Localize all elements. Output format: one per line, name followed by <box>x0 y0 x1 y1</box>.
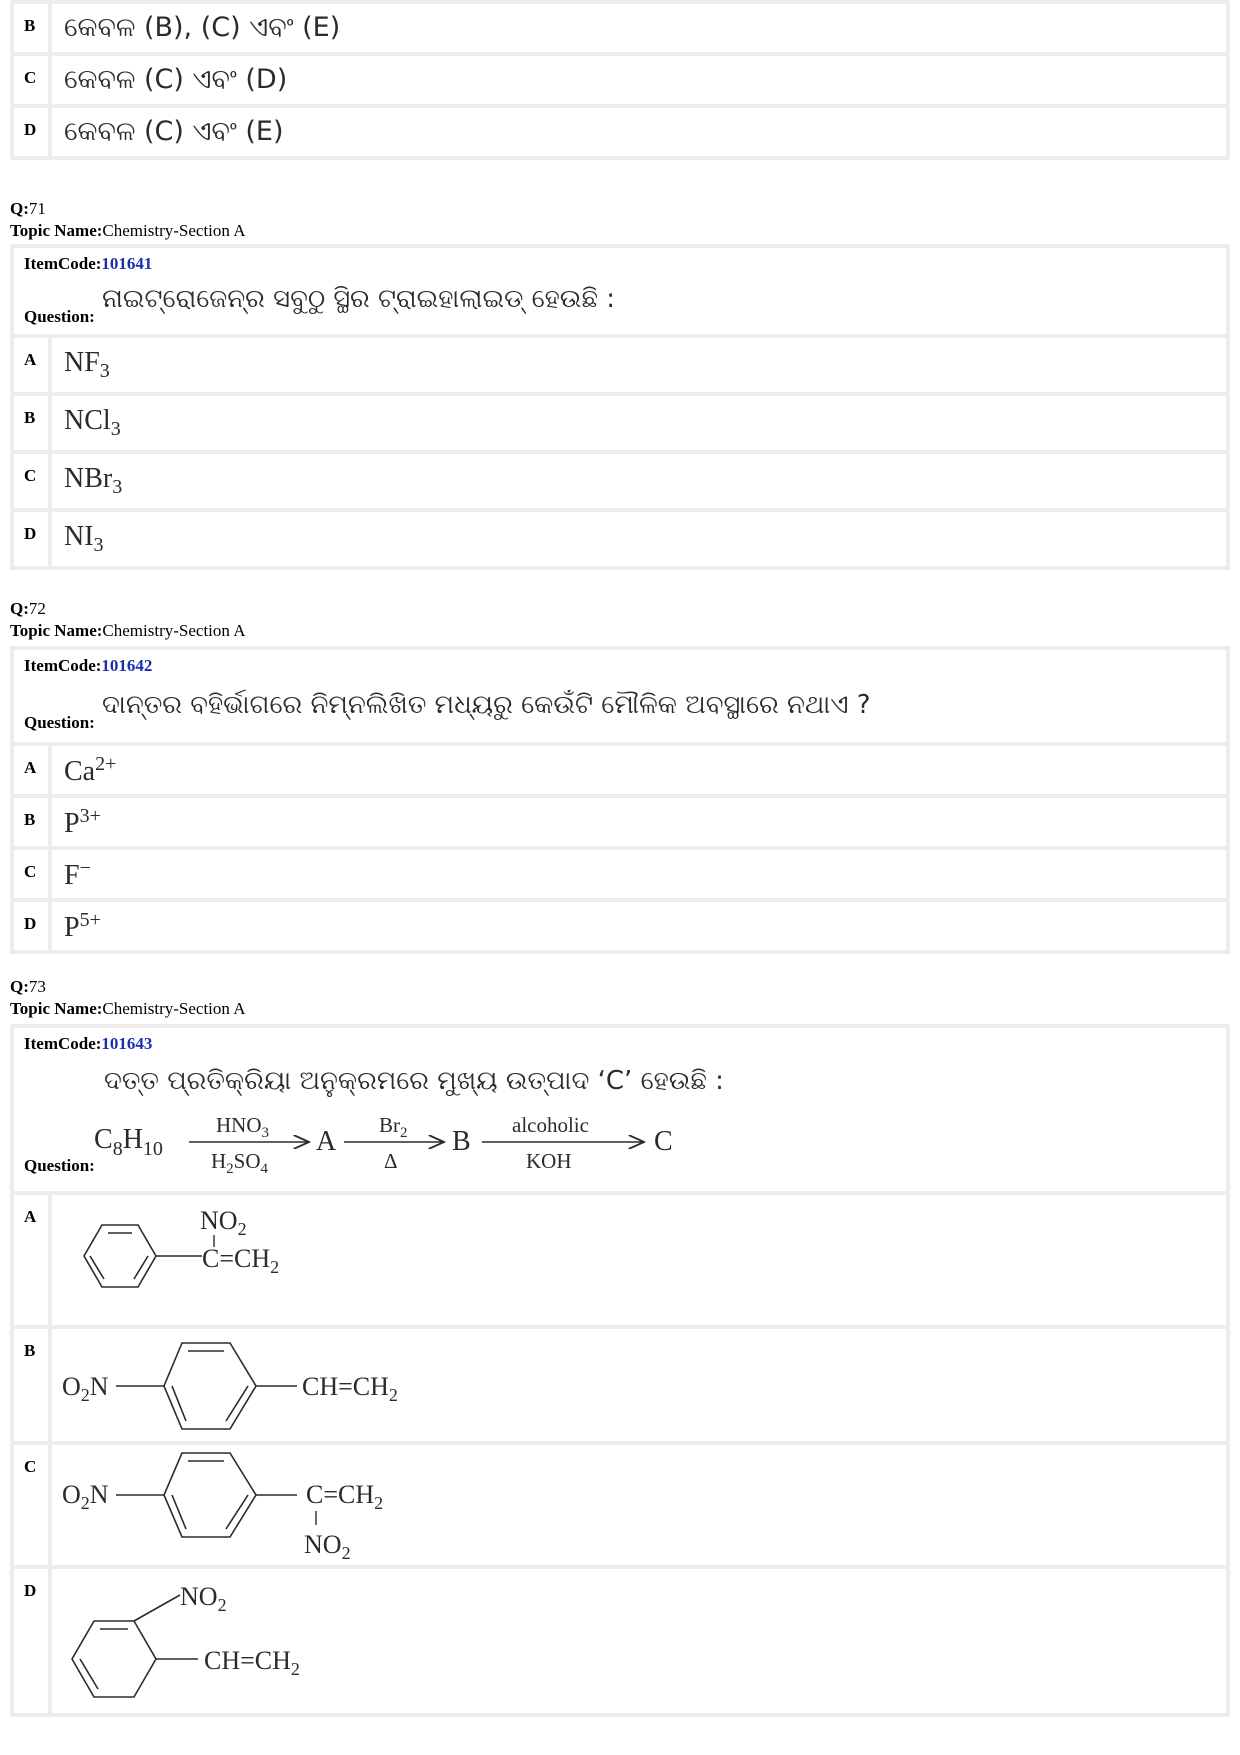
option-letter: C <box>14 56 48 104</box>
option-row[interactable] <box>14 396 1226 450</box>
product-c: C <box>654 1126 673 1157</box>
structure-b <box>52 1329 472 1441</box>
option-text: କେବଳ (C) ଏବଂ (E) <box>64 116 284 147</box>
option-row[interactable] <box>14 454 1226 508</box>
option-row[interactable] <box>14 338 1226 392</box>
structure-a <box>52 1195 372 1325</box>
option-letter: B <box>14 396 48 450</box>
option-formula: NCl$_3$ <box>64 405 121 440</box>
itemcode-value: 101642 <box>101 656 153 675</box>
topic-name: Chemistry-Section A <box>102 999 246 1018</box>
structure-c <box>52 1445 472 1565</box>
option-letter: A <box>14 746 48 794</box>
option-row[interactable] <box>14 1569 1226 1713</box>
q73-block <box>10 1024 1230 1717</box>
q-label: Q: <box>10 599 29 618</box>
q70-options <box>10 0 1230 160</box>
question-label: Question: <box>24 713 95 732</box>
q73-header <box>10 976 245 1020</box>
option-text: କେବଳ (B), (C) ଏବଂ (E) <box>64 12 341 43</box>
svg-text:NO2: $NO_2$ <box>200 1206 247 1239</box>
option-row[interactable] <box>14 1445 1226 1565</box>
q-number: 71 <box>28 199 46 218</box>
q72-block <box>10 646 1230 954</box>
question-box <box>14 650 1226 742</box>
reagent-1-bottom: $H_2SO_4$ <box>211 1149 269 1177</box>
question-text: ଦାନ୍ତର ବହିର୍ଭାଗରେ ନିମ୍ନଲିଖିତ ମଧ୍ୟରୁ କେଉଁଟି ମୌଳିକ ଅବସ୍ଥାରେ ନଥାଏ ? <box>102 690 871 720</box>
question-text: ନାଇଟ୍ରୋଜେନ୍‌ର ସବୁଠୁ ସ୍ଥିର ଟ୍ରାଇହାଲାଇଡ୍ ହେଉଛି : <box>102 284 615 314</box>
svg-text:NO2: $NO_2$ <box>304 1530 351 1563</box>
option-letter: B <box>14 4 48 52</box>
option-row[interactable] <box>14 1329 1226 1441</box>
option-formula: $NI_3$ <box>64 521 104 556</box>
option-row[interactable] <box>14 1195 1226 1325</box>
reagent-2-top: $Br_2$ <box>379 1113 408 1141</box>
product-b: B <box>452 1126 471 1157</box>
option-formula: $P^{3+}$ <box>64 804 101 839</box>
question-box <box>14 1028 1226 1191</box>
option-formula: $NF_3$ <box>64 347 110 382</box>
question-label: Question: <box>24 1156 95 1175</box>
reagent-3-bottom: KOH <box>526 1149 572 1173</box>
option-letter: C <box>14 1445 48 1565</box>
reactant: $C_8H_{10}$ <box>94 1124 163 1160</box>
topic-label: Topic Name: <box>10 621 103 640</box>
option-row[interactable] <box>14 108 1226 156</box>
option-letter: D <box>14 902 48 950</box>
itemcode: ItemCode:101643 <box>24 1034 153 1053</box>
question-box <box>14 248 1226 334</box>
svg-text:CH=CH2: $CH=CH_2$ <box>204 1646 300 1679</box>
option-row[interactable] <box>14 798 1226 846</box>
itemcode-value: 101643 <box>101 1034 153 1053</box>
option-row[interactable] <box>14 902 1226 950</box>
q-label: Q: <box>10 199 29 218</box>
reaction-scheme <box>94 1106 794 1186</box>
option-letter: B <box>14 798 48 846</box>
svg-text:O2N: $O_2N$ <box>62 1372 109 1405</box>
option-formula: NBr$_3$ <box>64 463 123 498</box>
svg-text:NO2: $NO_2$ <box>180 1582 227 1615</box>
product-a: A <box>316 1126 337 1157</box>
q-number: 72 <box>28 599 46 618</box>
option-letter: D <box>14 1569 48 1713</box>
option-formula: $Ca^{2+}$ <box>64 752 117 787</box>
topic-label: Topic Name: <box>10 221 103 240</box>
option-row[interactable] <box>14 56 1226 104</box>
topic-name: Chemistry-Section A <box>102 221 246 240</box>
option-text: କେବଳ (C) ଏବଂ (D) <box>64 64 288 95</box>
itemcode: ItemCode:101641 <box>24 254 153 273</box>
option-formula: F− <box>64 856 91 891</box>
svg-text:CH=CH2: $CH=CH_2$ <box>302 1372 398 1405</box>
topic-label: Topic Name: <box>10 999 103 1018</box>
option-letter: B <box>14 1329 48 1441</box>
q-label: Q: <box>10 977 29 996</box>
itemcode: ItemCode:101642 <box>24 656 153 675</box>
option-row[interactable] <box>14 850 1226 898</box>
question-label: Question: <box>24 307 95 326</box>
option-letter: A <box>14 338 48 392</box>
svg-text:O2N: $O_2N$ <box>62 1480 109 1513</box>
reagent-3-top: alcoholic <box>512 1113 589 1137</box>
q71-block <box>10 244 1230 570</box>
option-row[interactable] <box>14 746 1226 794</box>
option-letter: A <box>14 1195 48 1325</box>
option-row[interactable] <box>14 4 1226 52</box>
topic-name: Chemistry-Section A <box>102 621 246 640</box>
structure-d <box>52 1569 412 1713</box>
option-letter: C <box>14 454 48 508</box>
option-row[interactable] <box>14 512 1226 566</box>
q72-header <box>10 598 245 642</box>
question-text: ଦତ୍ତ ପ୍ରତିକ୍ରିୟା ଅନୁକ୍ରମରେ ମୁଖ୍ୟ ଉତ୍ପାଦ ‘C’ ହେଉଛି : <box>104 1066 724 1096</box>
option-letter: D <box>14 108 48 156</box>
svg-text:C=CH2: $C=CH_2$ <box>306 1480 384 1513</box>
option-letter: D <box>14 512 48 566</box>
svg-text:C=CH2: $C=CH_2$ <box>202 1244 280 1277</box>
option-formula: $P^{5+}$ <box>64 908 101 943</box>
q71-header <box>10 198 245 242</box>
reagent-2-bottom: Δ <box>384 1149 398 1173</box>
option-letter: C <box>14 850 48 898</box>
itemcode-value: 101641 <box>101 254 153 273</box>
reagent-1-top: $HNO_3$ <box>216 1113 269 1141</box>
q-number: 73 <box>28 977 46 996</box>
